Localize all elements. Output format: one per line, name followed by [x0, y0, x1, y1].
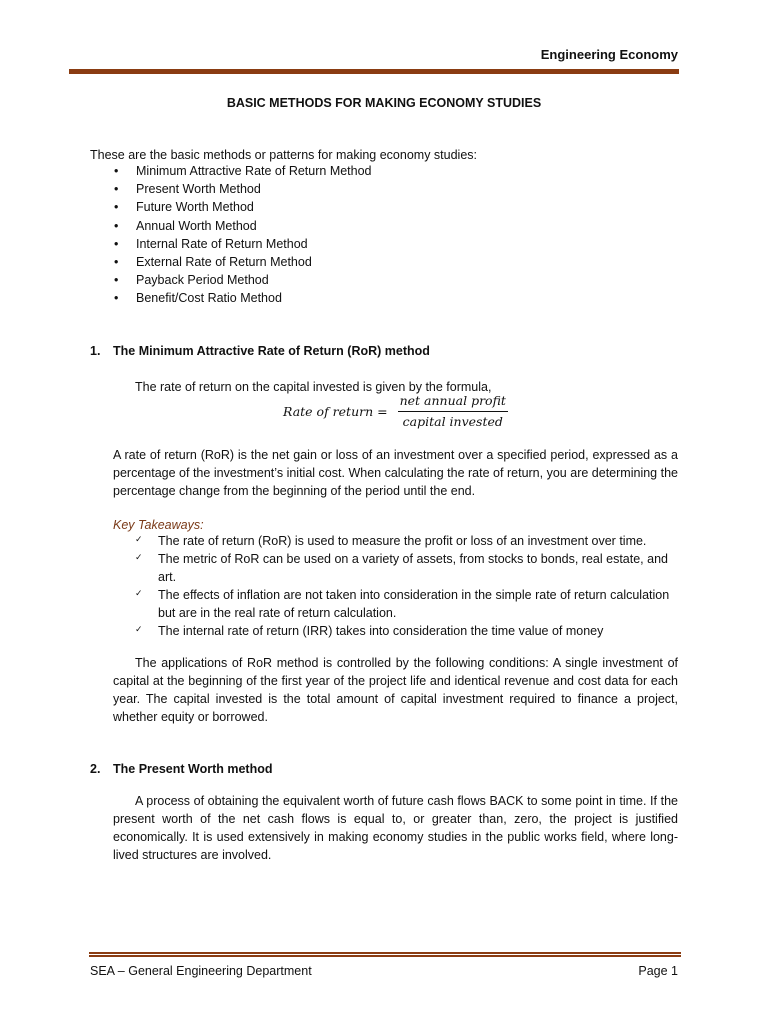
present-worth-definition: A process of obtaining the equivalent worth of future cash flows BACK to some point in time. If the present worth of the net cash flows is equal to, or greater than, zero, the project is justified economically. It is used extensively in making economy studies in the public works field, where long-lived structures are involved.: [113, 794, 678, 862]
takeaways-label: Key Takeaways:: [113, 518, 204, 532]
takeaway-item: ✓ The rate of return (RoR) is used to measure the profit or loss of an investment over time.: [135, 532, 678, 550]
page-number: Page 1: [638, 964, 678, 978]
header-rule: [69, 69, 679, 74]
formula-lhs: Rate of return =: [283, 403, 388, 419]
takeaway-item: ✓ The metric of RoR can be used on a variety of assets, from stocks to bonds, real estate, and art.: [135, 550, 678, 586]
list-item: • Annual Worth Method: [114, 217, 372, 235]
section-2-number: 2.: [90, 762, 101, 776]
ror-definition: A rate of return (RoR) is the net gain or loss of an investment over a specified period, expressed as a percentage of the investment’s initial cost. When calculating the rate of return, you are determining the percentage change from the beginning of the period until the end.: [113, 448, 678, 498]
list-item: • Benefit/Cost Ratio Method: [114, 289, 372, 307]
list-item: • Minimum Attractive Rate of Return Method: [114, 162, 372, 180]
section-2-title: The Present Worth method: [113, 762, 273, 776]
list-item: • Internal Rate of Return Method: [114, 235, 372, 253]
ror-applications: The applications of RoR method is controlled by the following conditions: A single investment of capital at the beginning of the first year of the project life and identical revenue and cost data for each year. The capital invested is the total amount of capital investment required to finance a project, whether equity or borrowed.: [113, 656, 678, 724]
list-item: • Payback Period Method: [114, 271, 372, 289]
list-item: • External Rate of Return Method: [114, 253, 372, 271]
formula-intro: The rate of return on the capital invested is given by the formula,: [135, 380, 492, 394]
section-1-title: The Minimum Attractive Rate of Return (RoR) method: [113, 344, 430, 358]
rate-of-return-formula: [283, 392, 508, 431]
methods-list: [114, 162, 372, 308]
takeaway-item: ✓ The effects of inflation are not taken into consideration in the simple rate of return calculation but are in the real rate of return calculation.: [135, 586, 678, 622]
header-title: Engineering Economy: [540, 47, 678, 62]
section-1-heading: [90, 342, 430, 360]
intro-text: These are the basic methods or patterns for making economy studies:: [90, 148, 477, 162]
section-2-heading: [90, 760, 273, 778]
formula-denominator: capital invested: [402, 414, 503, 429]
section-1-number: 1.: [90, 344, 101, 358]
takeaways-list: [135, 532, 678, 640]
formula-numerator: net annual profit: [398, 392, 508, 412]
footer-department: SEA – General Engineering Department: [90, 964, 312, 978]
document-title: BASIC METHODS FOR MAKING ECONOMY STUDIES: [226, 96, 542, 110]
footer-rule: [89, 952, 681, 957]
formula-fraction: [398, 392, 508, 431]
list-item: • Future Worth Method: [114, 198, 372, 216]
list-item: • Present Worth Method: [114, 180, 372, 198]
takeaway-item: ✓ The internal rate of return (IRR) takes into consideration the time value of money: [135, 622, 678, 640]
